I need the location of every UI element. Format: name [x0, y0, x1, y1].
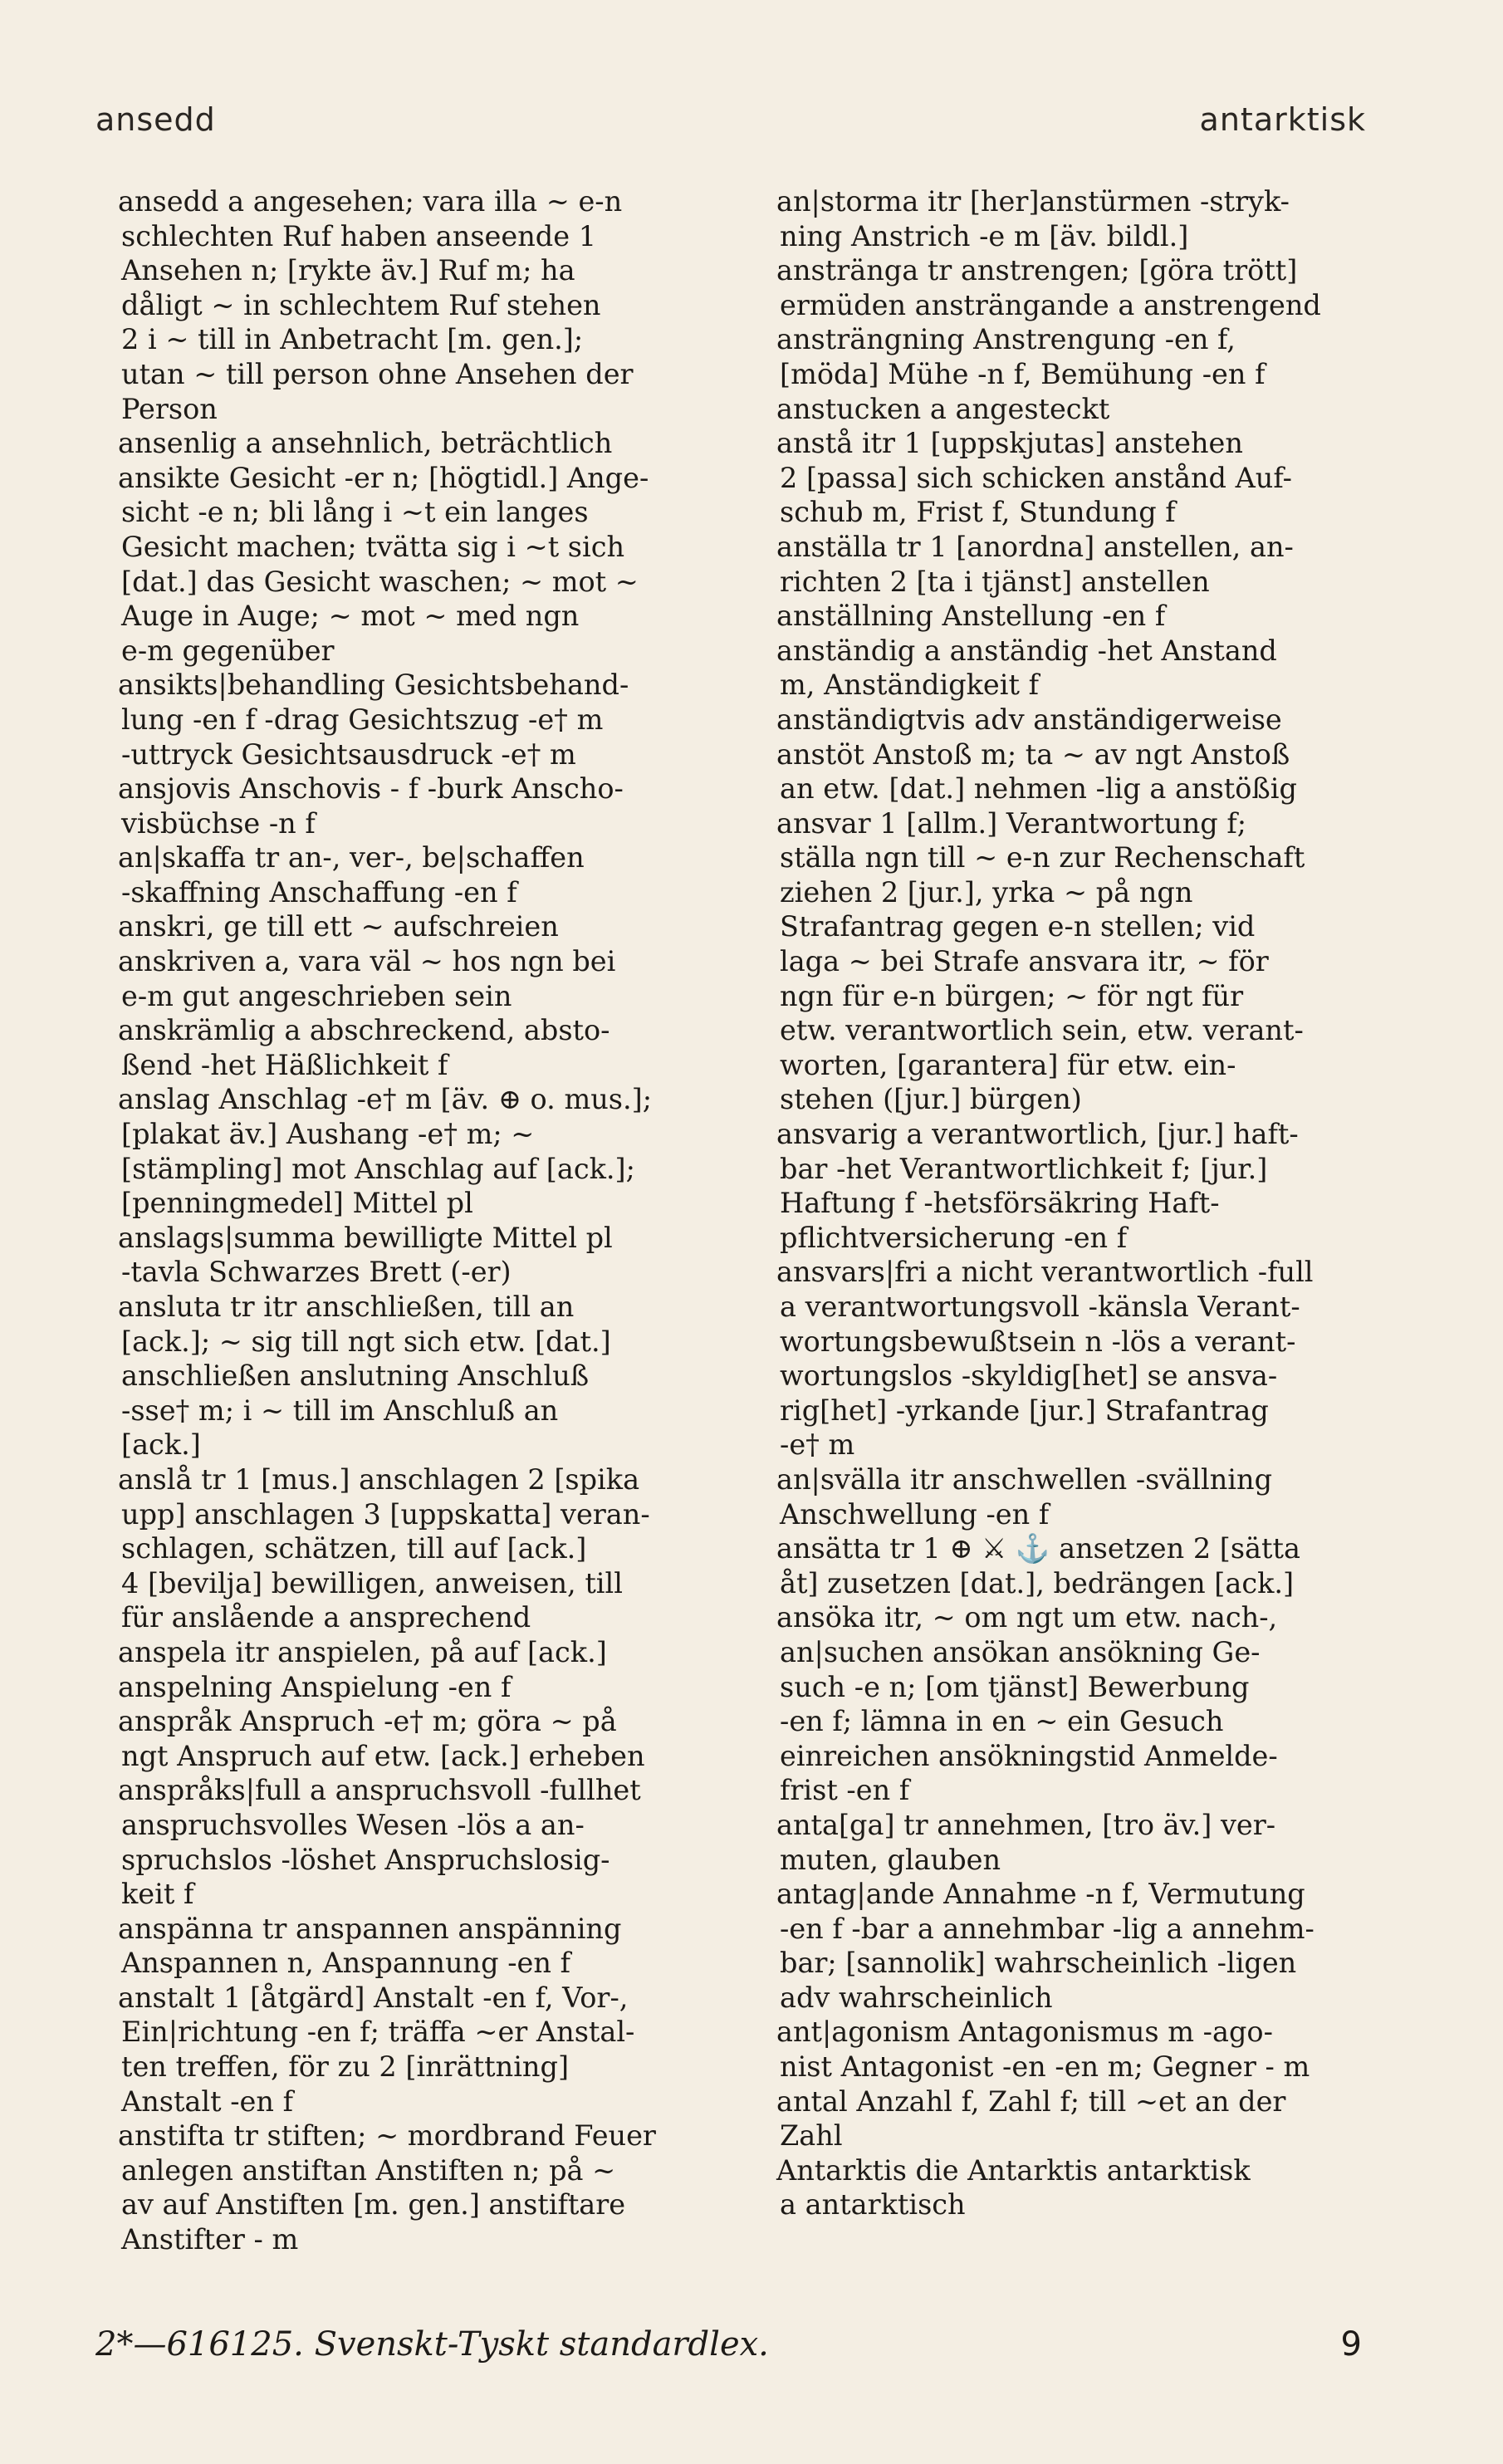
entry-line: Strafantrag gegen e-n stellen; vid	[780, 910, 1256, 943]
dictionary-entry	[776, 1117, 1374, 1255]
entry-line: e-m gegenüber	[121, 634, 335, 667]
entry-line: stehen ([jur.] bürgen)	[780, 1083, 1082, 1116]
dictionary-entry	[118, 184, 716, 426]
right-guide-word: antarktisk	[1199, 101, 1366, 138]
entry-headline: anställa tr 1 [anordna] anstellen, an-	[776, 530, 1294, 563]
entry-line: -en f; lämna in en ~ ein Gesuch	[780, 1705, 1224, 1738]
entry-headline: ansvarig a verantwortlich, [jur.] haft-	[776, 1118, 1299, 1151]
dictionary-entry	[776, 1808, 1374, 1877]
entry-line: bar; [sannolik] wahrscheinlich -ligen	[780, 1947, 1297, 1980]
entry-line: richten 2 [ta i tjänst] anstellen	[780, 565, 1210, 598]
entry-headline: anständig a anständig -het Anstand	[776, 634, 1277, 667]
entry-headline: an|svälla itr anschwellen -svällning	[776, 1462, 1273, 1496]
entry-headline: anstränga tr anstrengen; [göra trött]	[776, 254, 1298, 287]
entry-line: ngn für e-n bürgen; ~ för ngt für	[780, 979, 1244, 1012]
entry-line: an etw. [dat.] nehmen -lig a anstößig	[780, 772, 1297, 806]
dictionary-entry	[776, 1877, 1374, 2015]
dictionary-entry	[776, 2015, 1374, 2084]
dictionary-entry	[118, 668, 716, 772]
dictionary-entry	[118, 772, 716, 840]
entry-headline: an|skaffa tr an-, ver-, be|schaffen	[118, 841, 585, 874]
entry-headline: ansikts|behandling Gesichtsbehand-	[118, 669, 629, 702]
entry-line: [möda] Mühe -n f, Bemühung -en f	[780, 357, 1266, 390]
entry-line: rig[het] -yrkande [jur.] Strafantrag	[780, 1394, 1269, 1427]
entry-line: Zahl	[780, 2119, 843, 2153]
entry-headline: anstöt Anstoß m; ta ~ av ngt Anstoß	[776, 737, 1290, 771]
entry-line: [penningmedel] Mittel pl	[121, 1187, 473, 1220]
entry-line: Gesicht machen; tvätta sig i ~t sich	[121, 530, 625, 563]
dictionary-entry	[776, 426, 1374, 530]
entry-line: laga ~ bei Strafe ansvara itr, ~ för	[780, 945, 1269, 978]
entry-headline: anställning Anstellung -en f	[776, 600, 1166, 633]
entry-headline: ansjovis Anschovis - f -burk Anscho-	[118, 772, 624, 806]
entry-line: nist Antagonist -en -en m; Gegner - m	[780, 2050, 1310, 2084]
entry-line: Person	[121, 392, 218, 425]
entry-line: av auf Anstiften [m. gen.] anstiftare	[121, 2188, 626, 2222]
entry-headline: anstifta tr stiften; ~ mordbrand Feuer	[118, 2119, 656, 2153]
entry-headline: anspela itr anspielen, på auf [ack.]	[118, 1635, 607, 1668]
entry-line: lung -en f -drag Gesichtszug -e† m	[121, 703, 604, 736]
entry-line: spruchslos -löshet Anspruchslosig-	[121, 1843, 610, 1876]
entry-line: such -e n; [om tjänst] Bewerbung	[780, 1670, 1250, 1703]
entry-line: [stämpling] mot Anschlag auf [ack.];	[121, 1152, 635, 1185]
entry-line: [ack.]; ~ sig till ngt sich etw. [dat.]	[121, 1325, 611, 1358]
entry-headline: anta[ga] tr annehmen, [tro äv.] ver-	[776, 1808, 1276, 1841]
dictionary-entry	[118, 1912, 716, 1981]
entry-headline: anständigtvis adv anständigerweise	[776, 703, 1282, 736]
dictionary-entry	[776, 2084, 1374, 2153]
entry-line: anspruchsvolles Wesen -lös a an-	[121, 1808, 585, 1841]
entry-line: sicht -e n; bli lång i ~t ein langes	[121, 496, 589, 529]
entry-line: ermüden ansträngande a anstrengend	[780, 288, 1321, 321]
entry-line: schub m, Frist f, Stundung f	[780, 496, 1176, 529]
dictionary-entry	[776, 1255, 1374, 1462]
entry-headline: anskri, ge till ett ~ aufschreien	[118, 910, 559, 943]
entry-line: bar -het Verantwortlichkeit f; [jur.]	[780, 1152, 1268, 1185]
entry-headline: anskrämlig a abschreckend, absto-	[118, 1014, 610, 1047]
dictionary-entry	[118, 909, 716, 944]
entry-line: [ack.]	[121, 1428, 201, 1462]
entry-headline: ansvar 1 [allm.] Verantwortung f;	[776, 806, 1247, 840]
entry-headline: ansenlig a ansehnlich, beträchtlich	[118, 427, 613, 460]
entry-line: -sse† m; i ~ till im Anschluß an	[121, 1394, 559, 1427]
entry-headline: ansträngning Anstrengung -en f,	[776, 323, 1236, 356]
entry-headline: anslag Anschlag -e† m [äv. ⊕ o. mus.];	[118, 1083, 652, 1116]
entry-line: e-m gut angeschrieben sein	[121, 979, 512, 1012]
dictionary-entry	[118, 944, 716, 1013]
entry-line: anlegen anstiftan Anstiften n; på ~	[121, 2153, 616, 2187]
dictionary-entry	[118, 1704, 716, 1773]
dictionary-entry	[776, 392, 1374, 427]
entry-line: für anslående a ansprechend	[121, 1601, 531, 1634]
entry-line: Anspannen n, Anspannung -en f	[121, 1947, 570, 1980]
entry-line: wortungslos -skyldig[het] se ansva-	[780, 1359, 1278, 1393]
entry-line: ßend -het Häßlichkeit f	[121, 1048, 448, 1081]
entry-line: -en f -bar a annehmbar -lig a annehm-	[780, 1912, 1315, 1945]
entry-line: ten treffen, för zu 2 [inrättning]	[121, 2050, 570, 2084]
entry-line: schlagen, schätzen, till auf [ack.]	[121, 1532, 587, 1565]
entry-line: [plakat äv.] Aushang -e† m; ~	[121, 1118, 535, 1151]
entry-line: -uttryck Gesichtsausdruck -e† m	[121, 737, 576, 771]
entry-line: a verantwortungsvoll -känsla Verant-	[780, 1291, 1300, 1323]
left-guide-word: ansedd	[95, 101, 216, 138]
entry-line: 2 i ~ till in Anbetracht [m. gen.];	[121, 323, 584, 356]
entry-line: keit f	[121, 1878, 194, 1911]
entry-headline: antal Anzahl f, Zahl f; till ~et an der	[776, 2084, 1286, 2118]
entry-line: anschließen anslutning Anschluß	[121, 1359, 590, 1393]
left-column	[118, 184, 716, 2257]
entry-headline: ansätta tr 1 ⊕ ⚔ ⚓ ansetzen 2 [sätta	[776, 1532, 1300, 1565]
entry-line: Haftung f -hetsförsäkring Haft-	[780, 1187, 1220, 1220]
dictionary-entry	[776, 1600, 1374, 1808]
page-number: 9	[1340, 2325, 1362, 2364]
entry-line: wortungsbewußtsein n -lös a verant-	[780, 1325, 1296, 1358]
entry-line: Anstifter - m	[121, 2223, 299, 2256]
entry-headline: ant|agonism Antagonismus m -ago-	[776, 2016, 1273, 2049]
dictionary-entry	[776, 806, 1374, 1117]
dictionary-entry	[776, 2153, 1374, 2222]
dictionary-entry	[118, 1462, 716, 1635]
entry-line: -e† m	[780, 1428, 855, 1462]
entry-headline: Antarktis die Antarktis antarktisk	[776, 2153, 1251, 2187]
entry-line: adv wahrscheinlich	[780, 1981, 1053, 2014]
dictionary-entry	[118, 1082, 716, 1220]
entry-line: m, Anständigkeit f	[780, 669, 1039, 702]
entry-line: muten, glauben	[780, 1843, 1001, 1876]
dictionary-entry	[118, 1635, 716, 1670]
dictionary-entry	[776, 599, 1374, 634]
entry-line: a antarktisch	[780, 2188, 966, 2222]
entry-headline: anslags|summa bewilligte Mittel pl	[118, 1221, 613, 1254]
entry-line: dåligt ~ in schlechtem Ruf stehen	[121, 288, 601, 321]
entry-line: [dat.] das Gesicht waschen; ~ mot ~	[121, 565, 639, 598]
entry-line: Ein|richtung -en f; träffa ~er Anstal-	[121, 2016, 635, 2049]
right-column	[776, 184, 1374, 2222]
dictionary-entry	[776, 1462, 1374, 1531]
dictionary-entry	[776, 703, 1374, 737]
entry-line: etw. verantwortlich sein, etw. verant-	[780, 1014, 1304, 1047]
dictionary-entry	[776, 1531, 1374, 1600]
dictionary-entry	[776, 530, 1374, 599]
entry-line: Anschwellung -en f	[780, 1497, 1050, 1531]
entry-headline: ansluta tr itr anschließen, till an	[118, 1291, 575, 1323]
dictionary-entry	[118, 840, 716, 909]
entry-headline: anslå tr 1 [mus.] anschlagen 2 [spika	[118, 1462, 640, 1496]
dictionary-entry	[776, 634, 1374, 703]
entry-line: ning Anstrich -e m [äv. bildl.]	[780, 219, 1189, 252]
entry-line: an|suchen ansökan ansökning Ge-	[780, 1635, 1261, 1668]
entry-headline: anstå itr 1 [uppskjutas] anstehen	[776, 427, 1243, 460]
entry-line: visbüchse -n f	[121, 806, 316, 840]
entry-line: åt] zusetzen [dat.], bedrängen [ack.]	[780, 1566, 1295, 1599]
entry-headline: anspråks|full a anspruchsvoll -fullhet	[118, 1774, 641, 1807]
dictionary-entry	[118, 1670, 716, 1705]
dictionary-entry	[118, 426, 716, 461]
entry-line: -skaffning Anschaffung -en f	[121, 875, 517, 909]
dictionary-entry	[118, 1981, 716, 2119]
dictionary-entry	[776, 253, 1374, 322]
entry-line: Auge in Auge; ~ mot ~ med ngn	[121, 600, 580, 633]
entry-line: upp] anschlagen 3 [uppskatta] veran-	[121, 1497, 650, 1531]
entry-headline: anstalt 1 [åtgärd] Anstalt -en f, Vor-,	[118, 1981, 629, 2014]
entry-headline: ansöka itr, ~ om ngt um etw. nach-,	[776, 1601, 1278, 1634]
entry-headline: anspråk Anspruch -e† m; göra ~ på	[118, 1705, 617, 1738]
entry-line: 2 [passa] sich schicken anstånd Auf-	[780, 461, 1292, 494]
entry-line: frist -en f	[780, 1774, 910, 1807]
entry-line: einreichen ansökningstid Anmelde-	[780, 1739, 1278, 1772]
entry-line: ngt Anspruch auf etw. [ack.] erheben	[121, 1739, 645, 1772]
entry-line: ställa ngn till ~ e-n zur Rechenschaft	[780, 841, 1305, 874]
dictionary-entry	[776, 322, 1374, 391]
dictionary-entry	[118, 1221, 716, 1290]
entry-headline: anskriven a, vara väl ~ hos ngn bei	[118, 945, 616, 978]
entry-headline: ansikte Gesicht -er n; [högtidl.] Ange-	[118, 461, 649, 494]
dictionary-entry	[118, 1013, 716, 1082]
dictionary-entry	[118, 1773, 716, 1911]
entry-line: ziehen 2 [jur.], yrka ~ på ngn	[780, 875, 1193, 909]
entry-headline: anspelning Anspielung -en f	[118, 1670, 512, 1703]
entry-line: -tavla Schwarzes Brett (-er)	[121, 1256, 512, 1289]
dictionary-entry	[118, 2119, 716, 2256]
entry-headline: antag|ande Annahme -n f, Vermutung	[776, 1878, 1305, 1911]
dictionary-entry	[118, 461, 716, 669]
entry-line: utan ~ till person ohne Ansehen der	[121, 357, 634, 390]
entry-line: Ansehen n; [rykte äv.] Ruf m; ha	[121, 254, 575, 287]
entry-line: Anstalt -en f	[121, 2084, 293, 2118]
entry-headline: an|storma itr [her]anstürmen -stryk-	[776, 185, 1290, 218]
dictionary-entry	[776, 184, 1374, 253]
entry-headline: anstucken a angesteckt	[776, 392, 1110, 425]
imprint-line: 2*—616125. Svenskt-Tyskt standardlex.	[95, 2325, 769, 2364]
entry-line: worten, [garantera] für etw. ein-	[780, 1048, 1236, 1081]
entry-line: schlechten Ruf haben anseende 1	[121, 219, 597, 252]
page-footer	[95, 2325, 1362, 2364]
entry-headline: ansvars|fri a nicht verantwortlich -full	[776, 1256, 1314, 1289]
entry-line: pflichtversicherung -en f	[780, 1221, 1128, 1254]
entry-headline: anspänna tr anspannen anspänning	[118, 1912, 622, 1945]
entry-headline: ansedd a angesehen; vara illa ~ e-n	[118, 185, 623, 218]
dictionary-entry	[776, 737, 1374, 806]
dictionary-entry	[118, 1290, 716, 1462]
entry-line: 4 [bevilja] bewilligen, anweisen, till	[121, 1566, 623, 1599]
